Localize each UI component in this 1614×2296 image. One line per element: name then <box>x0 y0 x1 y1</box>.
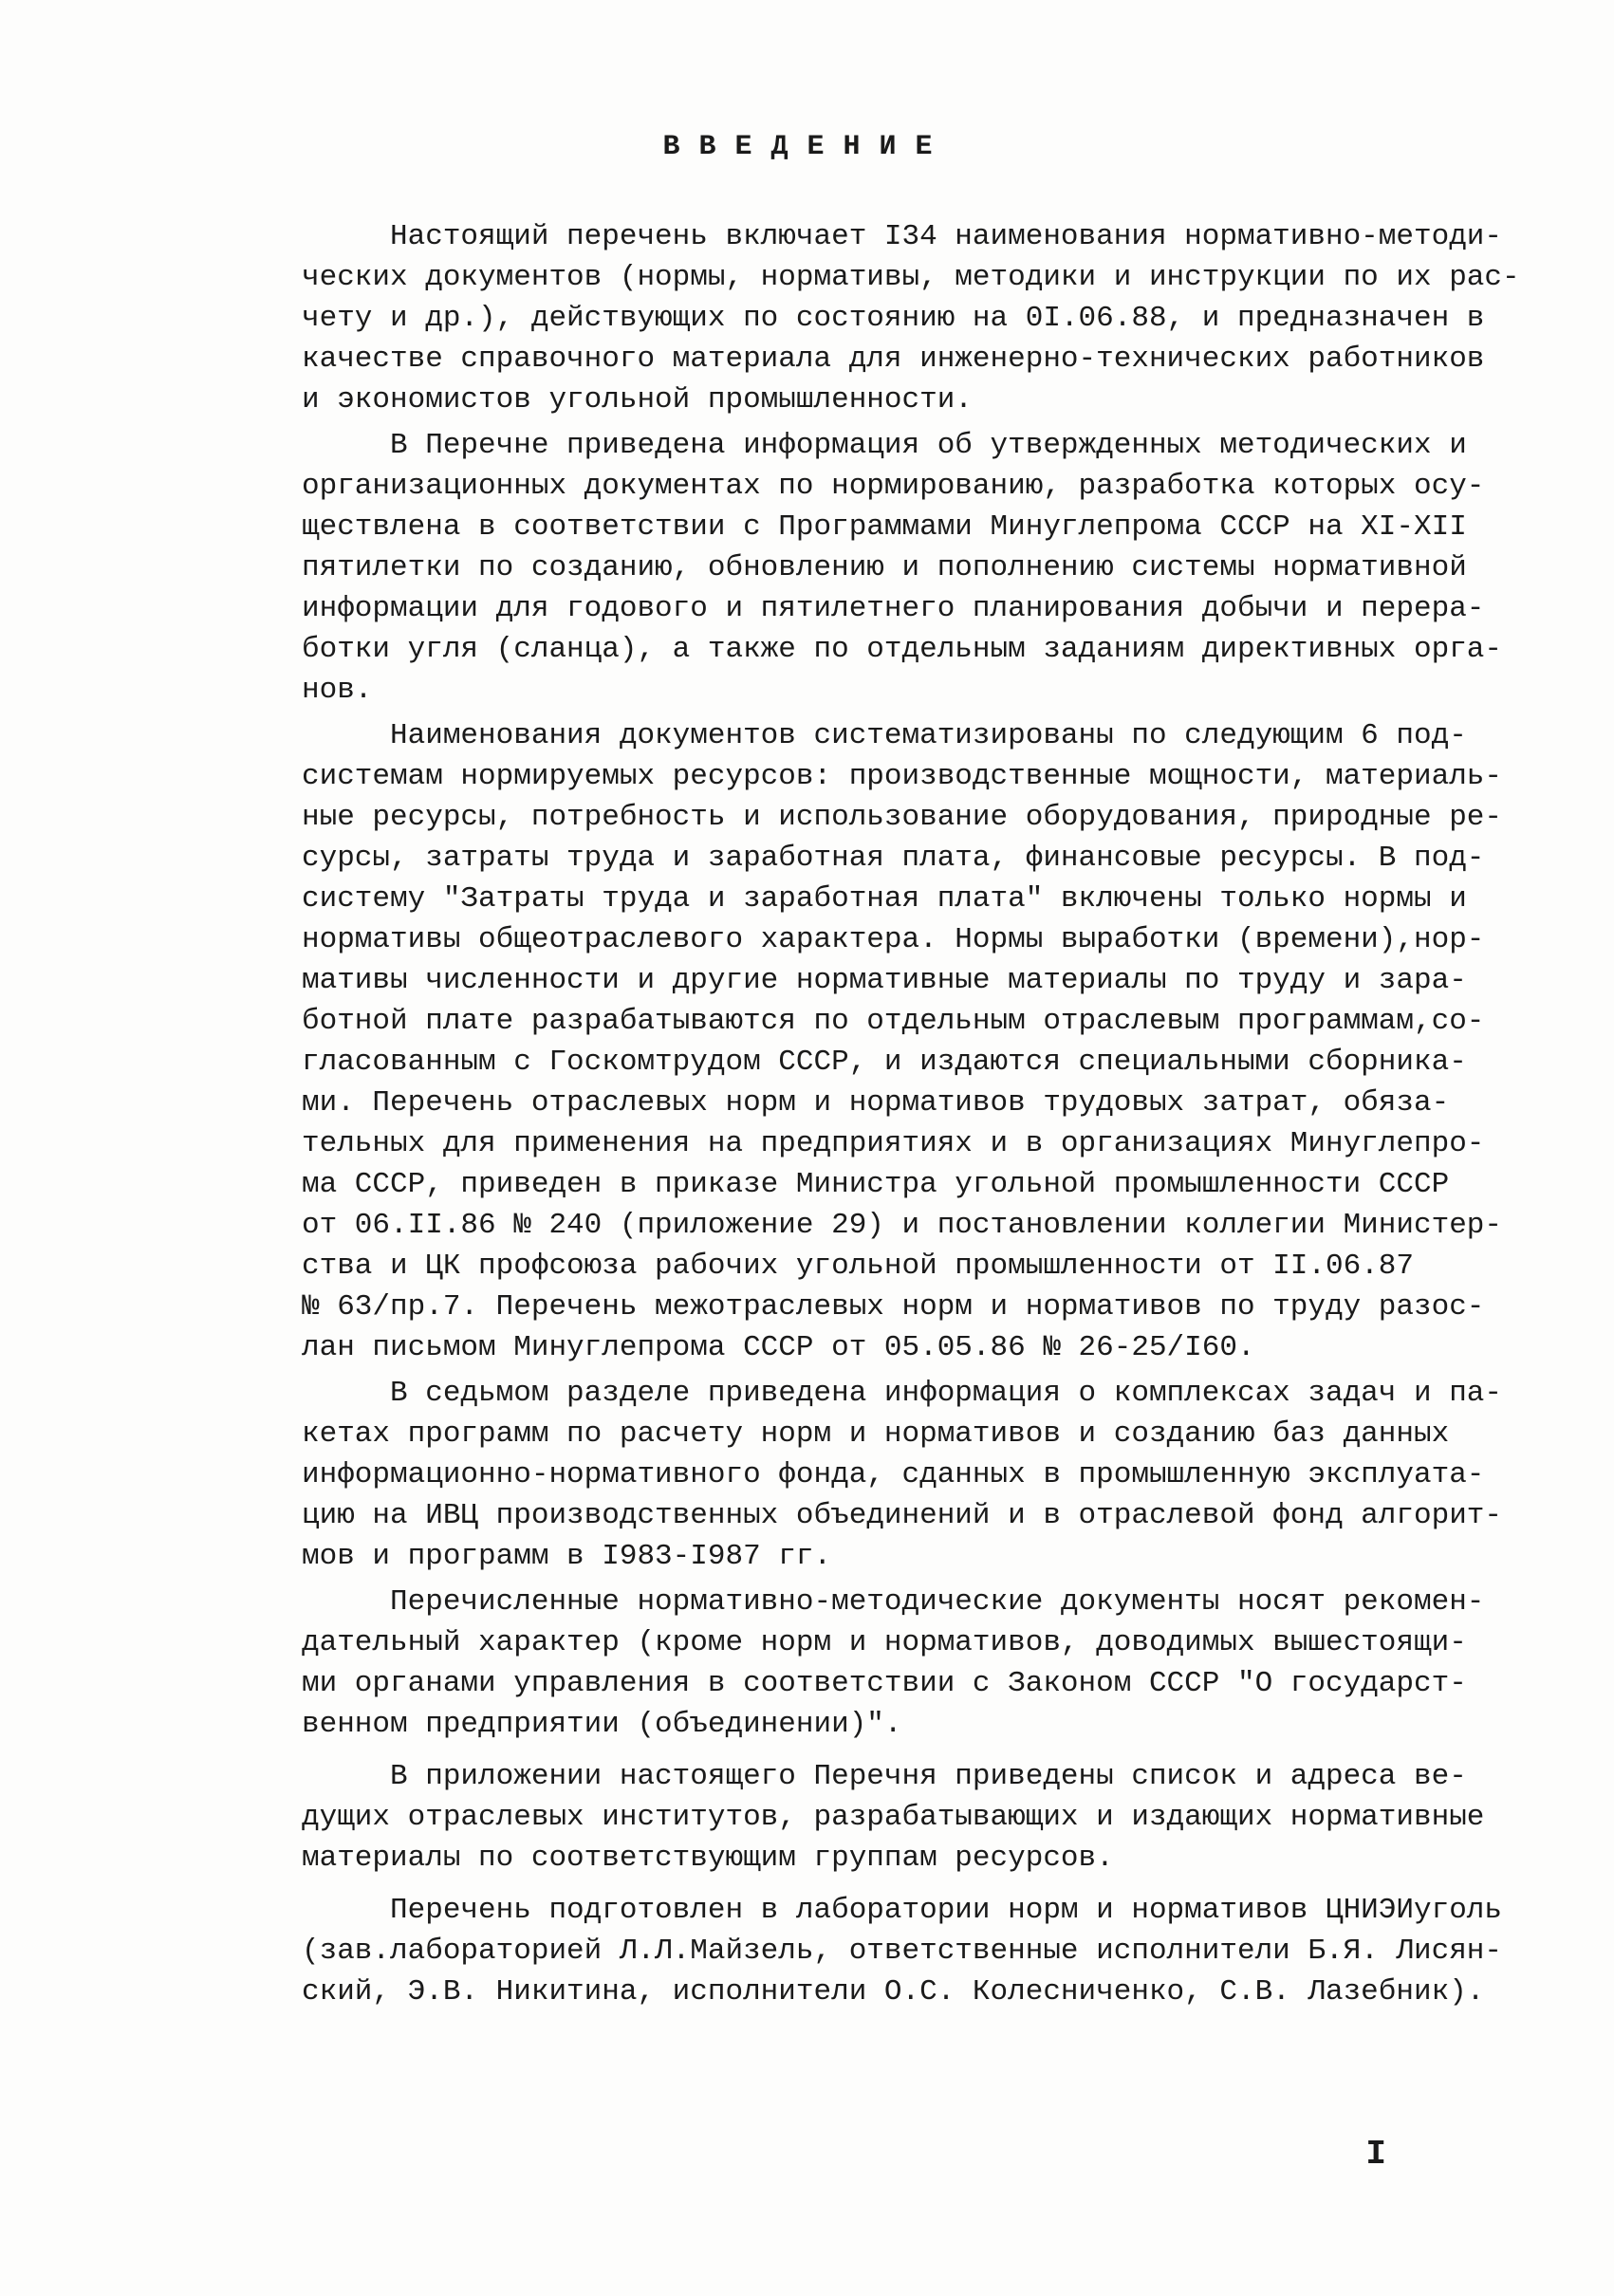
document-body <box>302 216 1520 2017</box>
text-line: кетах программ по расчету норм и нормативов и созданию баз данных <box>302 1417 1450 1451</box>
text-line: тельных для применения на предприятиях и в организациях Минуглепро- <box>302 1127 1485 1160</box>
text-line: чету и др.), действующих по состоянию на 0I.06.88, и предназначен в <box>302 302 1485 335</box>
text-line: организационных документах по нормированию, разработка которых осу- <box>302 470 1485 503</box>
text-line: сурсы, затраты труда и заработная плата, финансовые ресурсы. В под- <box>302 842 1485 875</box>
text-line: цию на ИВЦ производственных объединений и в отраслевой фонд алгорит- <box>302 1499 1503 1532</box>
text-line: ные ресурсы, потребность и использование оборудования, природные ре- <box>302 801 1503 834</box>
text-line: нормативы общеотраслевого характера. Нормы выработки (времени),нор- <box>302 923 1485 956</box>
text-line: ми органами управления в соответствии с Законом СССР "О государст- <box>302 1667 1467 1700</box>
paragraph <box>302 425 1503 711</box>
text-line: Перечень подготовлен в лаборатории норм и нормативов ЦНИЭИуголь <box>302 1894 1503 1927</box>
text-line: В Перечне приведена информация об утвержденных методических и <box>302 429 1467 462</box>
text-line: ми. Перечень отраслевых норм и нормативов трудовых затрат, обяза- <box>302 1086 1450 1120</box>
paragraph <box>302 1373 1503 1577</box>
paragraph <box>302 1890 1503 2012</box>
text-line: ма СССР, приведен в приказе Министра угольной промышленности СССР <box>302 1168 1450 1201</box>
text-line: Наименования документов систематизированы по следующим 6 под- <box>302 719 1467 752</box>
text-line: В седьмом разделе приведена информация о комплексах задач и па- <box>302 1377 1503 1410</box>
text-line: ботной плате разрабатываются по отдельным отраслевым программам,со- <box>302 1005 1485 1038</box>
text-line: информационно-нормативного фонда, сданных в промышленную эксплуата- <box>302 1458 1485 1491</box>
text-line: систему "Затраты труда и заработная плата" включены только нормы и <box>302 882 1467 916</box>
paragraph <box>302 216 1520 420</box>
text-line: ществлена в соответствии с Программами Минуглепрома СССР на XI-XII <box>302 510 1467 544</box>
text-line: № 63/пр.7. Перечень межотраслевых норм и нормативов по труду разос- <box>302 1290 1485 1324</box>
text-line: гласованным с Госкомтрудом СССР, и издаются специальными сборника- <box>302 1046 1467 1079</box>
text-line: Настоящий перечень включает I34 наименования нормативно-методи- <box>302 220 1503 253</box>
text-line: дательный характер (кроме норм и нормативов, доводимых вышестоящи- <box>302 1626 1467 1659</box>
text-line: информации для годового и пятилетнего планирования добычи и перера- <box>302 592 1485 625</box>
text-line: и экономистов угольной промышленности. <box>302 383 973 417</box>
paragraph <box>302 715 1503 1368</box>
text-line: ческих документов (нормы, нормативы, методики и инструкции по их рас- <box>302 261 1520 294</box>
text-line: качестве справочного материала для инженерно-технических работников <box>302 343 1485 376</box>
text-line: от 06.II.86 № 240 (приложение 29) и постановлении коллегии Министер- <box>302 1209 1503 1242</box>
text-line: венном предприятии (объединении)". <box>302 1708 902 1741</box>
text-line: пятилетки по созданию, обновлению и пополнению системы нормативной <box>302 551 1467 584</box>
text-line: мов и программ в I983-I987 гг. <box>302 1540 832 1573</box>
text-line: ский, Э.В. Никитина, исполнители О.С. Колесниченко, С.В. Лазебник). <box>302 1975 1485 2009</box>
text-line: лан письмом Минуглепрома СССР от 05.05.86 № 26-25/I60. <box>302 1331 1255 1364</box>
text-line: материалы по соответствующим группам ресурсов. <box>302 1842 1114 1875</box>
page-title: ВВЕДЕНИЕ <box>662 131 952 163</box>
text-line: системам нормируемых ресурсов: производственные мощности, материаль- <box>302 760 1503 793</box>
paragraph <box>302 1582 1485 1745</box>
text-line: мативы численности и другие нормативные материалы по труду и зара- <box>302 964 1467 997</box>
text-line: нов. <box>302 674 373 707</box>
text-line: дущих отраслевых институтов, разрабатывающих и издающих нормативные <box>302 1801 1485 1834</box>
text-line: ства и ЦК профсоюза рабочих угольной промышленности от II.06.87 <box>302 1250 1414 1283</box>
text-line: Перечисленные нормативно-методические документы носят рекомен- <box>302 1585 1485 1619</box>
text-line: В приложении настоящего Перечня приведены список и адреса ве- <box>302 1760 1467 1793</box>
text-line: ботки угля (сланца), а также по отдельным заданиям директивных орга- <box>302 633 1503 666</box>
text-line: (зав.лабораторией Л.Л.Майзель, ответственные исполнители Б.Я. Лисян- <box>302 1935 1503 1968</box>
paragraph <box>302 1756 1485 1879</box>
page-number: I <box>1365 2135 1386 2174</box>
